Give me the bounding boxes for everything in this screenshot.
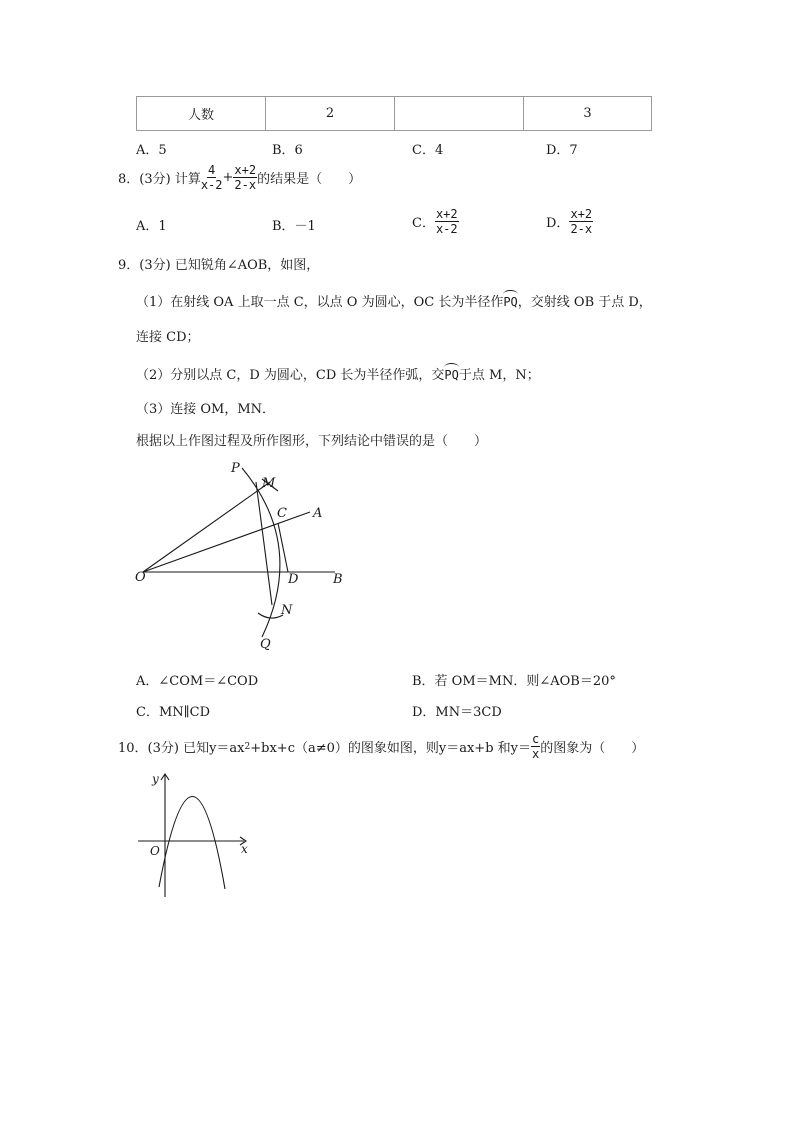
label-x: x — [241, 842, 248, 856]
arc-pq: PQ — [503, 295, 518, 309]
q8-stem — [118, 163, 361, 192]
table-cell: 2 — [266, 97, 395, 131]
q10-suffix: 的图象为（ ） — [540, 741, 645, 756]
option-label: D． — [546, 216, 570, 231]
q8-fraction-1 — [201, 163, 223, 192]
q7-option-d: D．7 — [546, 143, 578, 158]
frac-numerator: 4 — [208, 163, 216, 177]
q9-question: 根据以上作图过程及所作图形，下列结论中错误的是（ ） — [136, 434, 488, 449]
q10-fraction — [531, 732, 540, 761]
q9-step-3: （3）连接 OM，MN． — [136, 402, 276, 417]
option-label: C． — [412, 216, 435, 231]
data-table — [136, 96, 652, 131]
q8-option-c — [412, 207, 459, 236]
q9-option-d: D．MN＝3CD — [412, 705, 502, 720]
label-y: y — [152, 772, 159, 786]
q8-option-b: B．－1 — [272, 219, 316, 234]
q10-prefix: 10．(3分) 已知y＝ax — [118, 741, 245, 756]
label-q: Q — [260, 637, 271, 652]
q10-mid: +bx+c（a≠0）的图象如图，则y＝ax+b 和y＝ — [250, 741, 532, 756]
q8-option-d — [546, 207, 593, 236]
table-cell — [395, 97, 524, 131]
q9-option-b: B．若 OM＝MN．则∠AOB＝20° — [412, 674, 616, 689]
q7-option-a: A．5 — [136, 143, 167, 158]
arc-pq — [242, 468, 280, 637]
label-d: D — [288, 572, 299, 587]
label-c: C — [277, 506, 287, 521]
arc-pq: PQ — [444, 368, 459, 382]
frac-numerator: x+2 — [570, 207, 593, 221]
q8-option-a: A．1 — [136, 219, 167, 234]
q8-option-d-fraction — [569, 207, 593, 236]
table-cell: 3 — [524, 97, 652, 131]
q9-step-2 — [136, 364, 540, 383]
q10-stem — [118, 732, 644, 761]
label-origin: O — [150, 844, 160, 858]
ray-oa — [143, 512, 310, 572]
frac-numerator: c — [532, 732, 540, 746]
q9-step-1-cont: 连接 CD； — [136, 330, 200, 345]
table-cell-label: 人数 — [137, 97, 266, 131]
q9-header: 9．(3分) 已知锐角∠AOB，如图， — [118, 258, 320, 273]
q8-fraction-2 — [233, 163, 257, 192]
label-m: M — [262, 476, 276, 491]
parabola-curve — [159, 796, 225, 889]
q9-geometry-figure — [130, 455, 360, 655]
q8-plus: + — [222, 170, 234, 185]
label-b: B — [333, 572, 343, 587]
q10-parabola-figure — [130, 765, 260, 905]
q9-step-1-text-b: ，交射线 OB 于点 D， — [517, 295, 652, 310]
q7-option-b: B．6 — [272, 143, 303, 158]
frac-numerator: x+2 — [234, 163, 257, 177]
frac-numerator: x+2 — [435, 207, 458, 221]
label-a: A — [313, 506, 323, 521]
frac-denominator: x — [532, 747, 540, 761]
q9-step-2-text: （2）分别以点 C，D 为圆心，CD 长为半径作弧，交 — [136, 368, 445, 383]
frac-denominator: 2-x — [234, 178, 257, 192]
q9-step-2-text-b: 于点 M，N； — [458, 368, 540, 383]
q9-step-1 — [136, 291, 652, 310]
segment-om — [143, 482, 270, 572]
frac-denominator: 2-x — [570, 222, 593, 236]
label-p: P — [231, 461, 240, 476]
q9-option-c: C．MN∥CD — [136, 705, 211, 720]
label-o: O — [135, 570, 146, 585]
q8-option-c-fraction — [435, 207, 459, 236]
frac-denominator: x-2 — [435, 222, 458, 236]
q8-prefix: 8．(3分) 计算 — [118, 172, 201, 187]
q9-step-1-text: （1）在射线 OA 上取一点 C，以点 O 为圆心，OC 长为半径作 — [136, 295, 504, 310]
label-n: N — [281, 603, 293, 618]
q9-option-a: A．∠COM＝∠COD — [136, 674, 259, 689]
table-row — [137, 97, 652, 131]
q10-exponent: 2 — [244, 741, 251, 752]
q8-suffix: 的结果是（ ） — [257, 172, 362, 187]
q7-option-c: C．4 — [412, 143, 444, 158]
frac-denominator: x-2 — [200, 178, 223, 192]
